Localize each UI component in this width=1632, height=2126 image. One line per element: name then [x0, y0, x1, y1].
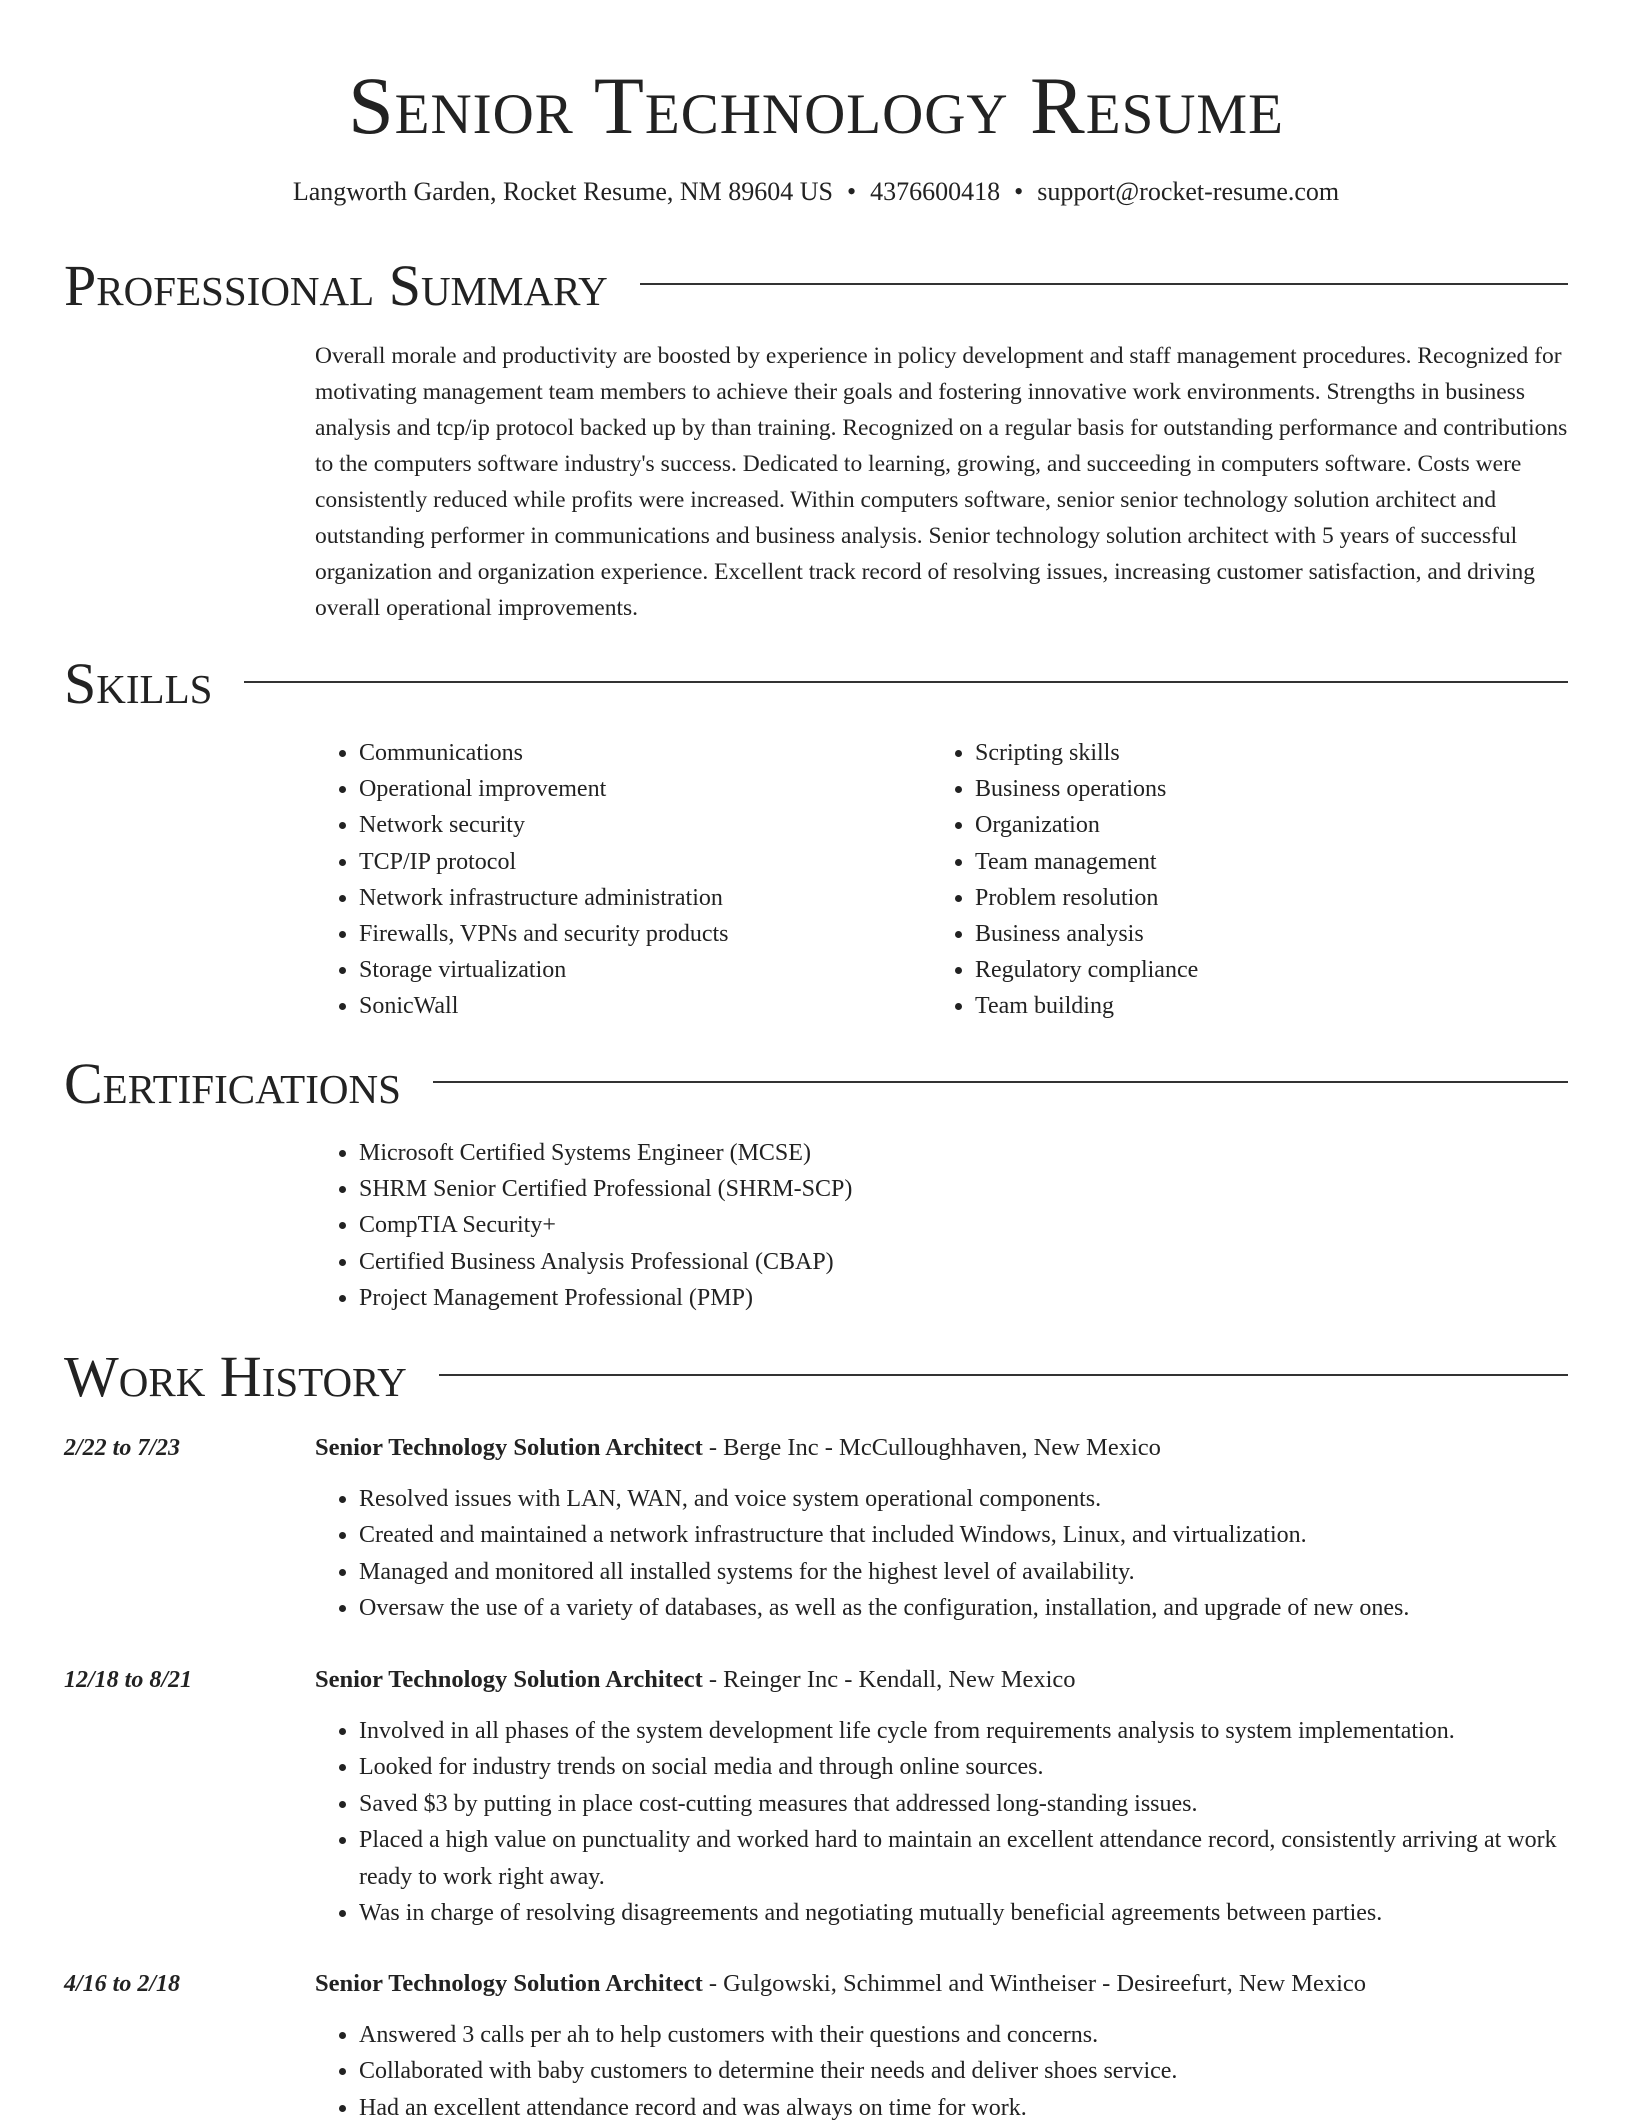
skill-item: • Communications	[359, 735, 915, 771]
skills-column-left	[315, 735, 915, 1025]
section-divider	[640, 283, 1568, 285]
job-duties	[315, 1713, 1565, 1931]
contact-line	[0, 175, 1632, 209]
work-section-title: Work History	[64, 1344, 407, 1409]
job-duty-item: • Was in charge of resolving disagreements and negotiating mutually beneficial agreements between parties.	[359, 1895, 1565, 1931]
certification-item: • Microsoft Certified Systems Engineer (MCSE)	[359, 1135, 1555, 1171]
resume-name: Senior Technology Resume	[348, 60, 1284, 151]
certification-item: • Certified Business Analysis Professional (CBAP)	[359, 1244, 1555, 1280]
skill-item: • Firewalls, VPNs and security products	[359, 916, 915, 952]
job-duty-item: • Answered 3 calls per ah to help customers with their questions and concerns.	[359, 2017, 1565, 2053]
job-role: Senior Technology Solution Architect	[315, 1434, 703, 1461]
contact-address: Langworth Garden, Rocket Resume, NM 89604 US	[292, 177, 833, 206]
section-divider	[433, 1081, 1568, 1083]
job-dates: 4/16 to 2/18	[64, 1971, 181, 1997]
job-duty-list	[315, 1713, 1565, 1931]
skill-item: • Scripting skills	[975, 735, 1551, 771]
skills-column-right	[931, 735, 1551, 1025]
skill-item: • Business operations	[975, 771, 1551, 807]
summary-section-title: Professional Summary	[64, 253, 608, 318]
skill-item: • Network infrastructure administration	[359, 880, 915, 916]
skill-item: • TCP/IP protocol	[359, 844, 915, 880]
skills-section-header	[64, 652, 1568, 716]
job-title-line	[315, 1431, 1575, 1465]
job-company: - Reinger Inc - Kendall, New Mexico	[702, 1666, 1076, 1693]
job-duty-list	[315, 1481, 1565, 1627]
job-role: Senior Technology Solution Architect	[315, 1970, 703, 1997]
contact-email: support@rocket-resume.com	[1037, 177, 1340, 206]
job-duty-item: • Had an excellent attendance record and was always on time for work.	[359, 2090, 1565, 2126]
skill-item: • Business analysis	[975, 916, 1551, 952]
skill-item: • Operational improvement	[359, 771, 915, 807]
job-title-line	[315, 1967, 1575, 2001]
job-company: - Gulgowski, Schimmel and Wintheiser - Desireefurt, New Mexico	[702, 1970, 1367, 1997]
job-role: Senior Technology Solution Architect	[315, 1666, 703, 1693]
job-title-line	[315, 1663, 1575, 1697]
certifications-section-title: Certifications	[64, 1051, 401, 1116]
section-divider	[244, 681, 1568, 683]
contact-phone: 4376600418	[870, 177, 1001, 206]
certification-item: • SHRM Senior Certified Professional (SHRM-SCP)	[359, 1171, 1555, 1207]
job-duty-item: • Resolved issues with LAN, WAN, and voice system operational components.	[359, 1481, 1565, 1517]
job-duty-item: • Saved $3 by putting in place cost-cutting measures that addressed long-standing issues.	[359, 1786, 1565, 1822]
job-duty-item: • Placed a high value on punctuality and worked hard to maintain an excellent attendance record, consistently arriving at work ready to work right away.	[359, 1822, 1565, 1895]
summary-text: Overall morale and productivity are boosted by experience in policy development and staff management procedures. Recognized for motivating management team members to achieve their goals and fostering innovative work environments. Strengths in business analysis and tcp/ip protocol backed up by than training. Recognized on a regular basis for outstanding performance and contributions to the computers software industry's success. Dedicated to learning, growing, and succeeding in computers software. Costs were consistently reduced while profits were increased. Within computers software, senior senior technology solution architect and outstanding performer in communications and business analysis. Senior technology solution architect with 5 years of successful organization and organization experience. Excellent track record of resolving issues, increasing customer satisfaction, and driving overall operational improvements.	[315, 343, 1568, 621]
skills-list-left	[315, 735, 915, 1025]
skill-item: • Network security	[359, 807, 915, 843]
certifications-list	[315, 1135, 1555, 1316]
contact-separator: •	[1014, 177, 1024, 206]
certifications-block	[315, 1135, 1555, 1316]
job-duty-item: • Managed and monitored all installed systems for the highest level of availability.	[359, 1554, 1565, 1590]
job-duty-item: • Involved in all phases of the system development life cycle from requirements analysis to system implementation.	[359, 1713, 1565, 1749]
skill-item: • SonicWall	[359, 988, 915, 1024]
job-duty-item: • Created and maintained a network infrastructure that included Windows, Linux, and virtualization.	[359, 1517, 1565, 1553]
skills-list-right	[931, 735, 1551, 1025]
job-duties	[315, 2017, 1565, 2126]
job-duty-item: • Collaborated with baby customers to determine their needs and deliver shoes service.	[359, 2053, 1565, 2089]
job-company: - Berge Inc - McCulloughhaven, New Mexico	[702, 1434, 1161, 1461]
skill-item: • Team building	[975, 988, 1551, 1024]
certification-item: • CompTIA Security+	[359, 1207, 1555, 1243]
certifications-section-header	[64, 1052, 1568, 1116]
section-divider	[439, 1374, 1568, 1376]
contact-separator: •	[847, 177, 857, 206]
skills-section-title: Skills	[64, 651, 213, 716]
skill-item: • Problem resolution	[975, 880, 1551, 916]
work-section-header	[64, 1345, 1568, 1409]
skill-item: • Storage virtualization	[359, 952, 915, 988]
skill-item: • Regulatory compliance	[975, 952, 1551, 988]
job-duty-item: • Looked for industry trends on social media and through online sources.	[359, 1749, 1565, 1785]
job-duty-item: • Oversaw the use of a variety of databases, as well as the configuration, installation, and upgrade of new ones.	[359, 1590, 1565, 1626]
job-dates: 12/18 to 8/21	[64, 1667, 193, 1693]
certification-item: • Project Management Professional (PMP)	[359, 1280, 1555, 1316]
skill-item: • Organization	[975, 807, 1551, 843]
summary-section-header	[64, 254, 1568, 318]
job-duty-list	[315, 2017, 1565, 2126]
job-duties	[315, 1481, 1565, 1627]
skill-item: • Team management	[975, 844, 1551, 880]
job-dates: 2/22 to 7/23	[64, 1435, 181, 1461]
